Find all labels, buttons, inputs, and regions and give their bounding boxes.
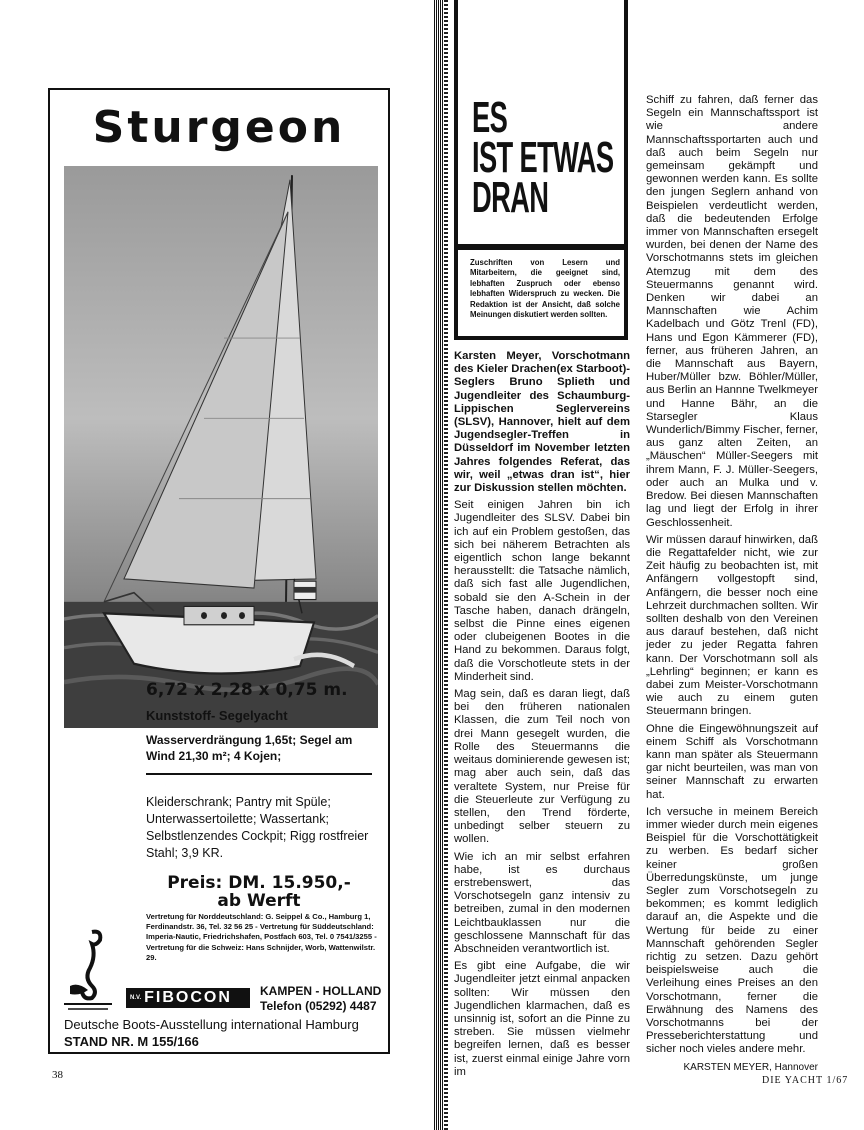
brand-logo (126, 988, 250, 1008)
article-column-2 (646, 94, 818, 1074)
sailboat-photo (64, 166, 378, 728)
boat-type: Kunststoff- Segelyacht (146, 708, 288, 723)
article-paragraph: Es gibt eine Aufgabe, die wir Jugendleiter jetzt einmal anpacken sollten: Wir müssen den Jugendlichen klarmachen, daß es unsinnig ist, sofort an die Pinne zu streben. Sie müssen vielmehr begreifen lernen, daß es besser ist, zuerst einmal einige Jahre vorn im (454, 960, 630, 1078)
headline-box (454, 0, 628, 340)
price-line-1: Preis: DM. 15.950,- (167, 873, 351, 893)
dealer-info: Vertretung für Norddeutschland: G. Seippel & Co., Hamburg 1, Ferdinandstr. 36, Tel. 32 56 25 - Vertretung für Süddeutschland: Imperia-Nautic, Friedrichshafen, Postfach 603, Tel. 0 7541/3255 - Vertretung für die Schweiz: Hans Schnijder, Worb, Wattenwilstr. 29. (146, 912, 377, 962)
article-paragraph: Ohne die Eingewöhnungszeit auf einem Schiff als Vorschotmann kann man später als Steuermann gar nicht beurteilen, was man von seiner Mannschaft zu erwarten hat. (646, 722, 818, 801)
article-headline (472, 93, 614, 222)
boat-equipment: Kleiderschrank; Pantry mit Spüle; Unterwassertoilette; Wassertank; Selbstlenzendes Cockpit; Rigg rostfreier Stahl; 3,9 KR. (146, 795, 369, 860)
divider (146, 773, 372, 775)
boat-show-info (64, 1016, 359, 1050)
price-line-2: ab Werft (217, 891, 301, 911)
ad-title: Sturgeon (92, 102, 346, 153)
page-gutter-edge (444, 0, 448, 1130)
article-paragraph: Wie ich an mir selbst erfahren habe, ist es durchaus erstrebenswert, das Vorschotsegeln ganz intensiv zu betreiben, zumal in den modernen Leichtbauklassen nur die geschlossene Mannschaft für das Abschneiden verantwortlich ist. (454, 850, 630, 955)
boat-show-name: Deutsche Boots-Ausstellung international Hamburg (64, 1017, 359, 1032)
brand-location: KAMPEN - HOLLAND (260, 984, 382, 998)
price (146, 874, 372, 910)
sailboat-illustration (64, 166, 378, 728)
seahorse-logo-icon (62, 926, 114, 1012)
brand-phone: Telefon (05292) 4487 (260, 999, 377, 1013)
sturgeon-advertisement (48, 88, 390, 1054)
boat-show-stand: STAND NR. M 155/166 (64, 1034, 199, 1049)
boat-specs: Wasserverdrängung 1,65t; Segel am Wind 21,30 m²; 4 Kojen; (146, 733, 353, 763)
article-paragraph: Wir müssen darauf hinwirken, daß die Regattafelder nicht, wie zur Zeit häufig zu beobachten ist, mit Anfängern vollgestopft sind, Anfängern, die besser noch eine Lehrzeit durchmachen sollten. Wir sollten deshalb von den Vereinen aus darauf bestehen, daß nicht jeder zu jeder Regatta fahren kann. Der Vorschotmann soll als „Lehrling“ beginnen; er kann es dabei zum Meister-Vorschotmann wie auch zu einem guten Steuermann bringen. (646, 533, 818, 718)
magazine-footer: DIE YACHT 1/67 (762, 1075, 849, 1086)
headline-line-2: IST ETWAS (472, 133, 614, 182)
editorial-note: Zuschriften von Lesern und Mitarbeitern, die geeignet sind, lebhaften Zuspruch oder ebenso lebhaften Widerspruch zu wecken. Die Redaktion ist der Ansicht, daß solche Meinungen diskutiert werden sollten. (470, 258, 620, 320)
article-column-1 (454, 350, 630, 1083)
article-byline: KARSTEN MEYER, Hannover (683, 1061, 818, 1073)
headline-line-3: DRAN (472, 173, 549, 222)
article-paragraph: Ich versuche in meinem Bereich immer wieder durch mein eigenes Beispiel für die Vorschottätigkeit zu werben. Es bedarf sicher keiner großen Überredungskünste, um junge Segler zum Vorschotsegeln zu bekommen; es kommt lediglich darauf an, die Aspekte und die Wertung für beide zu einer Mannschaft gehörenden Segler richtig zu setzen. Dazu gehört beispielsweise auch die Verleihung eines Preises an den Vorschotmann, ferner die Erwähnung des Namens des Vorschotmanns bei der Presseberichterstattung und sicher noch vieles andere mehr. (646, 805, 818, 1056)
headline-line-1: ES (472, 93, 508, 142)
article-paragraph: Schiff zu fahren, daß ferner das Segeln ein Mannschaftssport ist wie andere Mannschaftssportarten auch und daß auch beim Segeln nur gemeinsam gekämpft und gewonnen werden kann. Es sollte den jungen Seglern anhand von Beispielen verdeutlicht werden, daß die bedeutenden Erfolge immer von Mannschaften ersegelt wurden, bei denen der Name des Vorschotmanns stets im gleichen Atemzug mit dem des Steuermanns genannt wird. Denken wir dabei an Mannschaften wie Achim Kadelbach und Götz Trenl (FD), Hans und Egon Kämmerer (FD), ferner, aus früheren Jahren, an die Mannschaft aus Bayern, Huber/Müller bzw. Böhler/Müller, aus Berlin an Hannne Twelkmeyer und Hanne Bähr, an die Starsegler Klaus Wunderlich/Bimmy Fischer, ferner, aus ganz alten Zeiten, an „Mäuschen“ Müller-Seegers mit ihrem Mann, F. J. Müller-Seegers, oder auch an Mulka und v. Bredow. Bei diesen Mannschaften lag und liegt der Erfolg in ihrer Geschlossenheit. (646, 94, 818, 529)
brand-name: FIBOCON (144, 989, 232, 1007)
page-gutter (434, 0, 444, 1130)
article-intro: Karsten Meyer, Vorschotmann des Kieler Drachen(ex Starboot)-Seglers Bruno Splieth und Jugendleiter des Schaumburg-Lippischen Seglervereins (SLSV), Hannover, hielt auf dem Jugendsegler-Treffen in Düsseldorf im November letzten Jahres folgendes Referat, das wir, weil „etwas dran ist“, hier zur Diskussion stellen möchten. (454, 350, 630, 495)
article-paragraph: Seit einigen Jahren bin ich Jugendleiter des SLSV. Dabei bin ich auf ein Problem gestoßen, das sich bei näherem Betrachten als eigentlich schon lange bekannt herausstellt: die Tatsache nämlich, daß sich fast alle Jugendlichen, sobald sie den A-Schein in der Tasche haben, danach drängeln, selbst die Pinne eines eigenen oder clubeigenen Bootes in die Hand zu bekommen. Daraus folgt, daß die Vorschotleute stets in der Minderheit sind. (454, 499, 630, 683)
headline-rule (458, 244, 624, 250)
page-number-left: 38 (52, 1069, 63, 1081)
article-paragraph: Mag sein, daß es daran liegt, daß bei den früheren nationalen Klassen, die zum Teil noch von drei Mann gesegelt wurden, die Rolle des Steuermanns die weitaus dominierende gewesen ist; mag aber auch sein, daß das veraltete System, nur Preise für die Steuerleute zur Verfügung zu stellen, den Trend förderte, unbedingt selber steuern zu wollen. (454, 688, 630, 846)
brand-contact (260, 984, 381, 1014)
brand-prefix: N.V. (130, 995, 142, 1001)
boat-dimensions: 6,72 x 2,28 x 0,75 m. (146, 680, 348, 700)
